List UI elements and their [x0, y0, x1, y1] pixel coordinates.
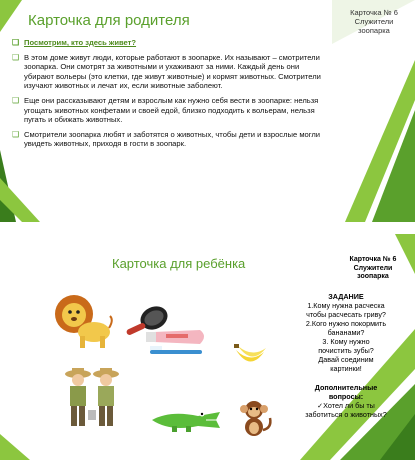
task-line: 2.Кого нужно покормить: [305, 319, 387, 328]
card-label-line: Карточка № 6: [350, 8, 398, 17]
card-label-line: зоопарка: [358, 26, 390, 35]
parent-card-text: [12, 38, 324, 154]
card-label-line: Служители: [354, 17, 394, 26]
bullet-icon: ❑: [12, 95, 20, 105]
parent-card-slide: [0, 0, 415, 222]
task-panel: [280, 292, 412, 419]
task-line: 3. Кому нужно: [322, 337, 370, 346]
bullet-icon: ❑: [12, 129, 20, 139]
monkey-picture: [234, 398, 274, 438]
task-header: ЗАДАНИЕ: [328, 292, 364, 301]
corner-stripe-top: [0, 0, 22, 32]
task-line: 1.Кому нужна расческа: [307, 301, 385, 310]
crocodile-picture: [150, 406, 222, 434]
task-line: Давай соединим: [318, 355, 374, 364]
parent-card-title: Карточка для родителя: [28, 12, 190, 29]
task-line: чтобы расчесать гриву?: [306, 310, 386, 319]
list-item: ❑ В этом доме живут люди, которые работают в зоопарке. Их называют – смотрители зоопарка. Они смотрят за животными и ухаживают за ними. Каждый день они убирают вольеры (это клетки, где живут животные) и кормят животных. Смотрители изучают животных и лечат их, если животные заболеют.: [12, 52, 321, 91]
extra-questions-header: вопросы:: [328, 392, 364, 401]
toothpaste-picture: [146, 326, 212, 362]
corner-stripe-bottom-left: [0, 434, 30, 460]
child-card-slide: [0, 234, 415, 460]
extra-question-line: ✓Хотел ли бы ты: [317, 401, 375, 410]
list-item: ❑ Смотрители зоопарка любят и заботятся о животных, чтобы дети и взрослые могли увидеть животных, приходя в гости в зоопарк.: [12, 129, 321, 149]
card-number-label: [338, 8, 410, 35]
lion-picture: [52, 292, 114, 350]
card-label-line: Карточка № 6: [349, 256, 397, 263]
card-number-label: [340, 256, 406, 282]
list-item: ❑ Еще они рассказывают детям и взрослым как нужно себя вести в зоопарке: нельзя угощать животных конфетами и своей едой, близко подходить к вольерам, нельзя пугать и обижать животных.: [12, 95, 319, 125]
task-line: бананами?: [327, 328, 365, 337]
extra-question-line: заботиться о животных?: [305, 410, 387, 419]
task-line: картинки!: [330, 364, 362, 373]
bullet-icon: ❑: [12, 38, 20, 47]
zookeepers-picture: [62, 366, 124, 432]
extra-questions-header: Дополнительные: [314, 383, 378, 392]
bullet-icon: ❑: [12, 52, 20, 62]
child-card-title: Карточка для ребёнка: [112, 256, 246, 271]
list-item: ❑ Посмотрим, кто здесь живет?: [12, 38, 137, 47]
card-label-line: Служители: [353, 264, 393, 272]
bananas-picture: [232, 342, 268, 372]
task-line: почистить зубы?: [318, 346, 374, 355]
card-label-line: зоопарка: [357, 273, 389, 280]
